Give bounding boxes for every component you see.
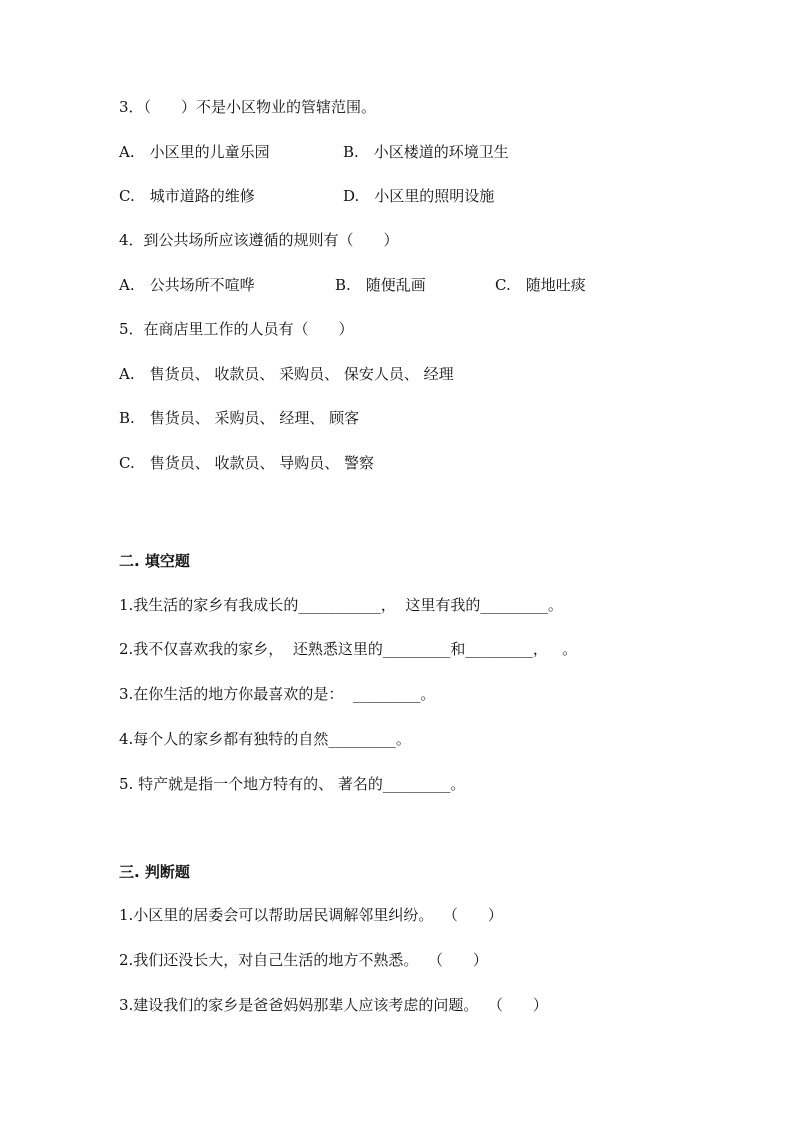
fill-item-5: 5. 特产就是指一个地方特有的、 著名的_________。 [119, 775, 466, 793]
fill-item-3: 3.在你生活的地方你最喜欢的是： _________。 [119, 685, 436, 703]
question-4-stem: 4．到公共场所应该遵循的规则有（ ） [119, 231, 399, 249]
question-5-option-a: A. 售货员、 收款员、 采购员、 保安人员、 经理 [119, 365, 454, 383]
judge-item-1: 1.小区里的居委会可以帮助居民调解邻里纠纷。 （ ） [119, 906, 503, 924]
question-5-stem: 5．在商店里工作的人员有（ ） [119, 320, 354, 338]
fill-item-4: 4.每个人的家乡都有独特的自然_________。 [119, 730, 411, 748]
question-4-option-c: C. 随地吐痰 [495, 276, 586, 294]
judge-item-3: 3.建设我们的家乡是爸爸妈妈那辈人应该考虑的问题。 （ ） [119, 996, 548, 1014]
fill-item-1: 1.我生活的家乡有我成长的___________， 这里有我的_________。 [119, 596, 563, 614]
question-3-option-d: D. 小区里的照明设施 [343, 187, 495, 205]
judge-item-2: 2.我们还没长大，对自己生活的地方不熟悉。 （ ） [119, 951, 488, 969]
fill-section-heading: 二. 填空题 [119, 552, 190, 570]
question-4-option-a: A. 公共场所不喧哗 [119, 276, 255, 294]
judge-section-heading: 三. 判断题 [119, 863, 190, 881]
question-3-stem: 3．（ ）不是小区物业的管辖范围。 [119, 98, 377, 116]
question-4-option-b: B. 随便乱画 [335, 276, 426, 294]
question-3-option-b: B. 小区楼道的环境卫生 [343, 143, 509, 161]
question-5-option-c: C. 售货员、 收款员、 导购员、 警察 [119, 454, 375, 472]
fill-item-2: 2.我不仅喜欢我的家乡， 还熟悉这里的_________和_________， 。 [119, 640, 578, 658]
question-5-option-b: B. 售货员、 采购员、 经理、 顾客 [119, 409, 360, 427]
question-3-option-c: C. 城市道路的维修 [119, 187, 255, 205]
question-3-option-a: A. 小区里的儿童乐园 [119, 143, 270, 161]
